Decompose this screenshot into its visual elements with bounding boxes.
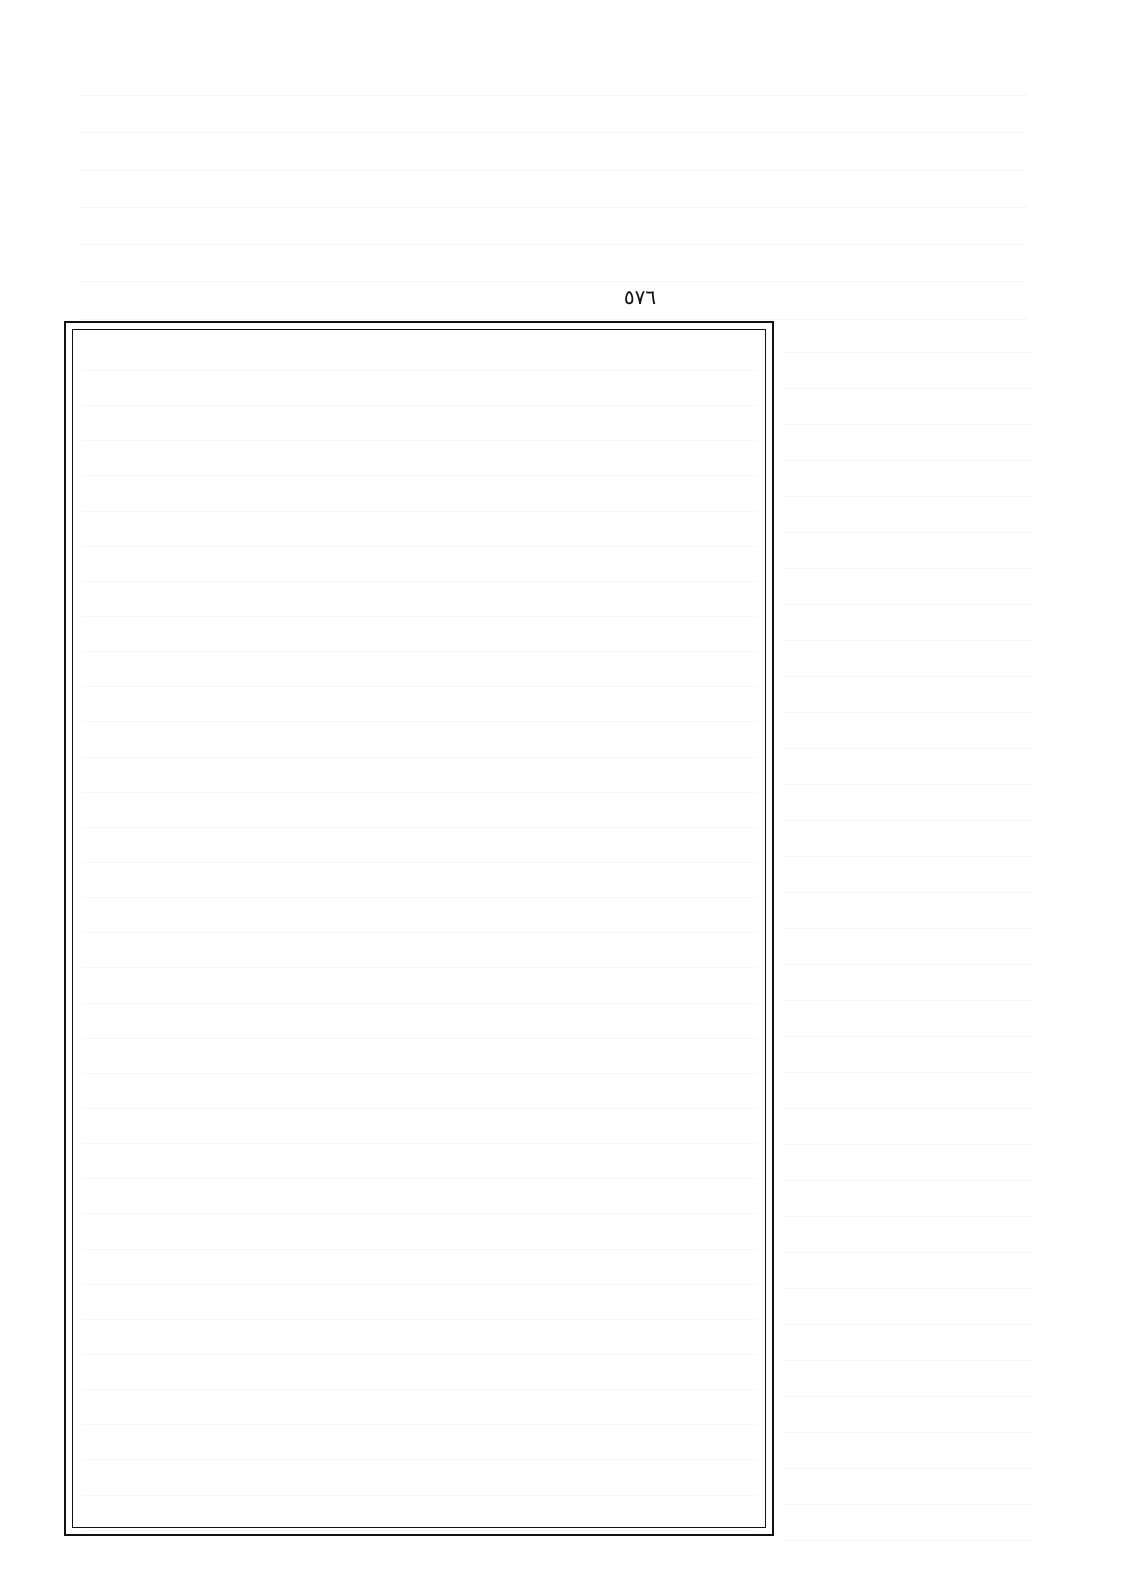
margin-line — [784, 606, 1034, 641]
margin-line — [784, 822, 1034, 857]
margin-line — [784, 642, 1034, 677]
framed-line — [81, 1109, 757, 1144]
framed-line — [81, 1215, 757, 1250]
framed-line — [81, 652, 757, 687]
text-line — [78, 284, 1028, 320]
framed-line — [81, 1320, 757, 1355]
framed-line — [81, 723, 757, 758]
framed-line — [81, 933, 757, 968]
margin-line — [784, 1398, 1034, 1433]
margin-line — [784, 1254, 1034, 1289]
margin-line — [784, 930, 1034, 965]
margin-line — [784, 570, 1034, 605]
margin-line — [784, 714, 1034, 749]
margin-line — [784, 1074, 1034, 1109]
framed-line — [81, 1004, 757, 1039]
framed-line — [81, 371, 757, 406]
framed-line — [81, 793, 757, 828]
margin-line — [784, 318, 1034, 353]
margin-line — [784, 1506, 1034, 1541]
page-number: ٥٧٦ — [623, 285, 657, 309]
framed-line — [81, 512, 757, 547]
margin-line — [784, 1290, 1034, 1325]
framed-line — [81, 336, 757, 371]
text-line — [78, 172, 1028, 208]
framed-line — [81, 969, 757, 1004]
framed-box-text — [72, 329, 766, 1528]
margin-line — [784, 966, 1034, 1001]
margin-line — [784, 1002, 1034, 1037]
framed-line — [81, 547, 757, 582]
margin-line — [784, 750, 1034, 785]
framed-line — [81, 1461, 757, 1496]
margin-line — [784, 1434, 1034, 1469]
framed-line — [81, 406, 757, 441]
margin-line — [784, 426, 1034, 461]
margin-line — [784, 498, 1034, 533]
framed-line — [81, 1285, 757, 1320]
framed-line — [81, 1496, 757, 1531]
margin-line — [784, 1362, 1034, 1397]
text-line — [78, 135, 1028, 171]
margin-line — [784, 786, 1034, 821]
margin-line — [784, 1146, 1034, 1181]
margin-line — [784, 678, 1034, 713]
framed-line — [81, 1144, 757, 1179]
framed-line — [81, 617, 757, 652]
margin-line — [784, 1038, 1034, 1073]
framed-line — [81, 582, 757, 617]
framed-line — [81, 1250, 757, 1285]
framed-line — [81, 863, 757, 898]
framed-line — [81, 441, 757, 476]
text-line — [78, 209, 1028, 245]
framed-line — [81, 477, 757, 512]
margin-line — [784, 1110, 1034, 1145]
margin-line — [784, 1182, 1034, 1217]
framed-line — [81, 1179, 757, 1214]
text-line — [78, 246, 1028, 282]
margin-line — [784, 894, 1034, 929]
framed-line — [81, 758, 757, 793]
margin-line — [784, 390, 1034, 425]
margin-line — [784, 462, 1034, 497]
top-text-block — [78, 60, 1028, 321]
margin-line — [784, 534, 1034, 569]
framed-line — [81, 1074, 757, 1109]
framed-line — [81, 1425, 757, 1460]
framed-line — [81, 828, 757, 863]
text-line — [78, 97, 1028, 133]
text-line — [78, 60, 1028, 96]
margin-line — [784, 858, 1034, 893]
margin-line — [784, 1470, 1034, 1505]
margin-commentary — [784, 318, 1034, 1542]
framed-line — [81, 898, 757, 933]
framed-line — [81, 1390, 757, 1425]
margin-line — [784, 1218, 1034, 1253]
framed-line — [81, 687, 757, 722]
framed-line — [81, 1039, 757, 1074]
margin-line — [784, 1326, 1034, 1361]
framed-line — [81, 1355, 757, 1390]
margin-line — [784, 354, 1034, 389]
